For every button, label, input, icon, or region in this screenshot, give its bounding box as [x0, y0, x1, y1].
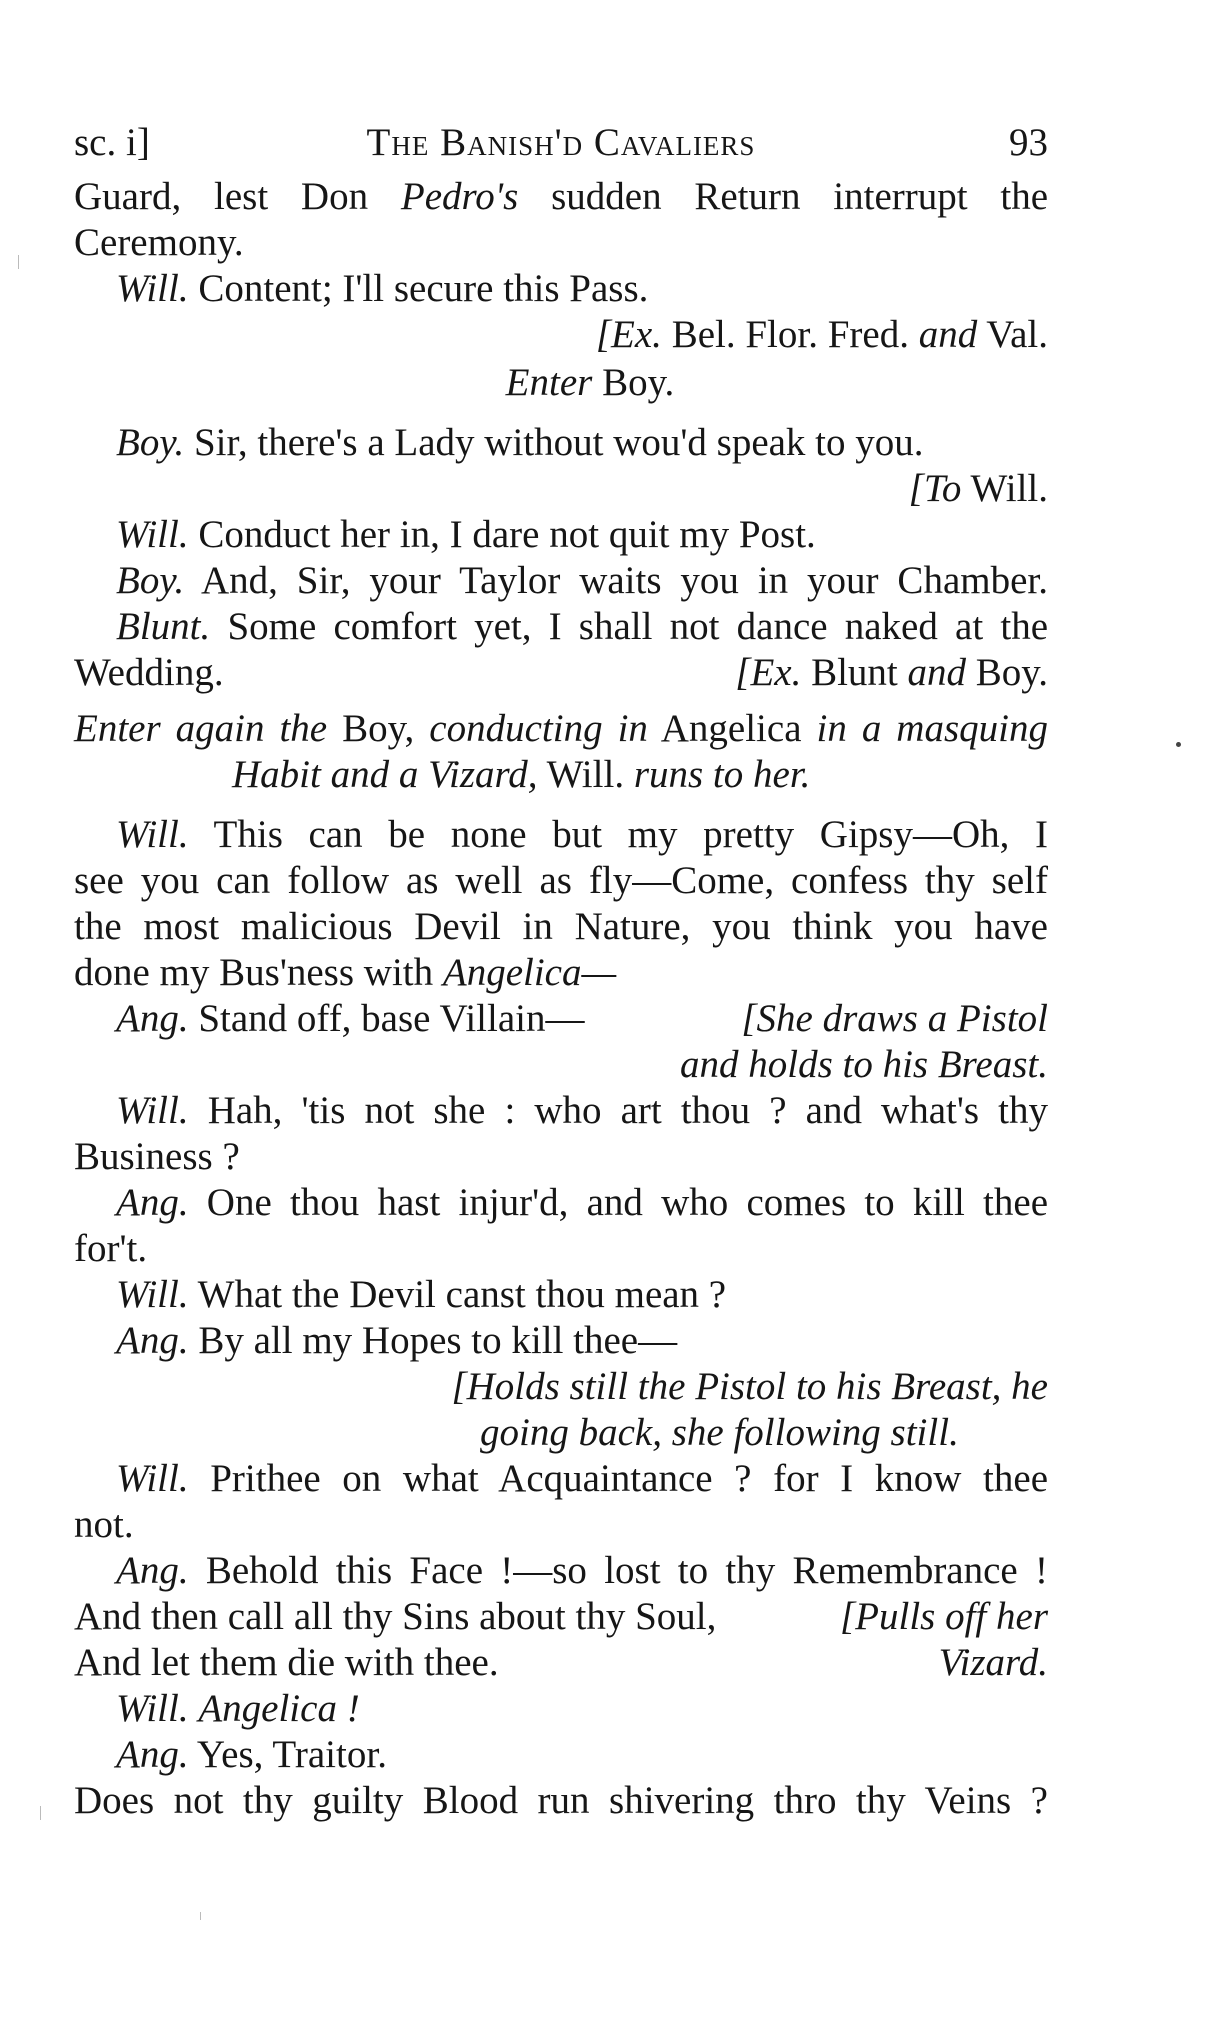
speech-line: Will. Hah, 'tis not she : who art thou ? and what's thy [116, 1089, 1048, 1132]
speech-line: Will. Conduct her in, I dare not quit my Post. [116, 513, 816, 556]
speech-line: Will. Angelica ! [116, 1687, 360, 1730]
text-line: the most malicious Devil in Nature, you think you have [74, 905, 1048, 948]
text-line: Guard, lest Don Pedro's sudden Return interrupt the [74, 175, 1049, 218]
speech-line: Blunt. Some comfort yet, I shall not dance naked at the [116, 605, 1049, 648]
text-line: for't. [74, 1227, 148, 1270]
stage-direction: [Ex. Blunt and Boy. [735, 651, 1048, 694]
speaker-name: Ang. [116, 1733, 189, 1776]
speech-line: Ang. By all my Hopes to kill thee— [116, 1319, 678, 1362]
section-marker: sc. i] [74, 121, 150, 164]
speaker-name: Ang. [116, 1319, 189, 1362]
speech-line: Boy. And, Sir, your Taylor waits you in your Chamber. [116, 559, 1048, 602]
speaker-name: Blunt. [116, 605, 211, 648]
speech-line: Ang. Stand off, base Villain— [She draws a Pistol [116, 997, 1048, 1040]
running-header [74, 120, 1048, 166]
speaker-name: Boy. [116, 559, 185, 602]
speaker-name: Will. [116, 267, 189, 310]
margin-mark [200, 1912, 201, 1920]
margin-mark [18, 255, 19, 269]
stage-direction: [She draws a Pistol [741, 997, 1048, 1040]
page-number: 93 [1009, 121, 1048, 164]
speaker-name: Ang. [116, 997, 189, 1040]
stage-direction: Vizard. [938, 1641, 1048, 1684]
stage-direction: Enter again the Boy, conducting in Angelica in a masquing [74, 707, 1048, 750]
running-title: The Banish'd Cavaliers [366, 121, 756, 164]
stage-direction: Habit and a Vizard, Will. runs to her. [232, 753, 811, 796]
speaker-name: Ang. [116, 1181, 189, 1224]
speech-line: Ang. One thou hast injur'd, and who comes to kill thee [116, 1181, 1048, 1224]
speech-line: Boy. Sir, there's a Lady without wou'd speak to you. [116, 421, 924, 464]
speech-line: Ang. Yes, Traitor. [116, 1733, 387, 1776]
speech-line: Ang. Behold this Face !—so lost to thy Remembrance ! [116, 1549, 1048, 1592]
stage-direction: Enter Boy. [505, 361, 675, 404]
speech-line: Will. What the Devil canst thou mean ? [116, 1273, 727, 1316]
speaker-name: Will. [116, 1687, 189, 1730]
speech-line: Will. Content; I'll secure this Pass. [116, 267, 649, 310]
text-line: done my Bus'ness with Angelica— [74, 951, 617, 994]
text-line: Ceremony. [74, 221, 244, 264]
ink-speck [1176, 742, 1181, 747]
speaker-name: Will. [116, 813, 189, 856]
verse-line: Does not thy guilty Blood run shivering thro thy Veins ? [74, 1779, 1048, 1822]
stage-direction: [To Will. [908, 467, 1048, 510]
speaker-name: Will. [116, 1273, 189, 1316]
stage-direction: [Pulls off her [839, 1595, 1048, 1638]
speaker-name: Will. [116, 1457, 189, 1500]
stage-direction: [Ex. Bel. Flor. Fred. and Val. [595, 313, 1048, 356]
text-line: Business ? [74, 1135, 240, 1178]
speaker-name: Ang. [116, 1549, 189, 1592]
stage-direction: and holds to his Breast. [680, 1043, 1048, 1086]
speaker-name: Will. [116, 513, 189, 556]
verse-line: And let them die with thee. Vizard. [74, 1641, 1048, 1684]
stage-direction: going back, she following still. [480, 1411, 959, 1454]
speech-line: Wedding. [Ex. Blunt and Boy. [74, 651, 1048, 694]
verse-line: And then call all thy Sins about thy Soul, [Pulls off her [74, 1595, 1048, 1638]
speech-line: Will. Prithee on what Acquaintance ? for I know thee [116, 1457, 1049, 1500]
speaker-name: Boy. [116, 421, 185, 464]
text-line: see you can follow as well as fly—Come, confess thy self [74, 859, 1048, 902]
stage-direction: [Holds still the Pistol to his Breast, he [451, 1365, 1048, 1408]
margin-mark [40, 1806, 41, 1820]
speaker-name: Will. [116, 1089, 189, 1132]
speech-line: Will. This can be none but my pretty Gipsy—Oh, I [116, 813, 1049, 856]
text-line: not. [74, 1503, 134, 1546]
